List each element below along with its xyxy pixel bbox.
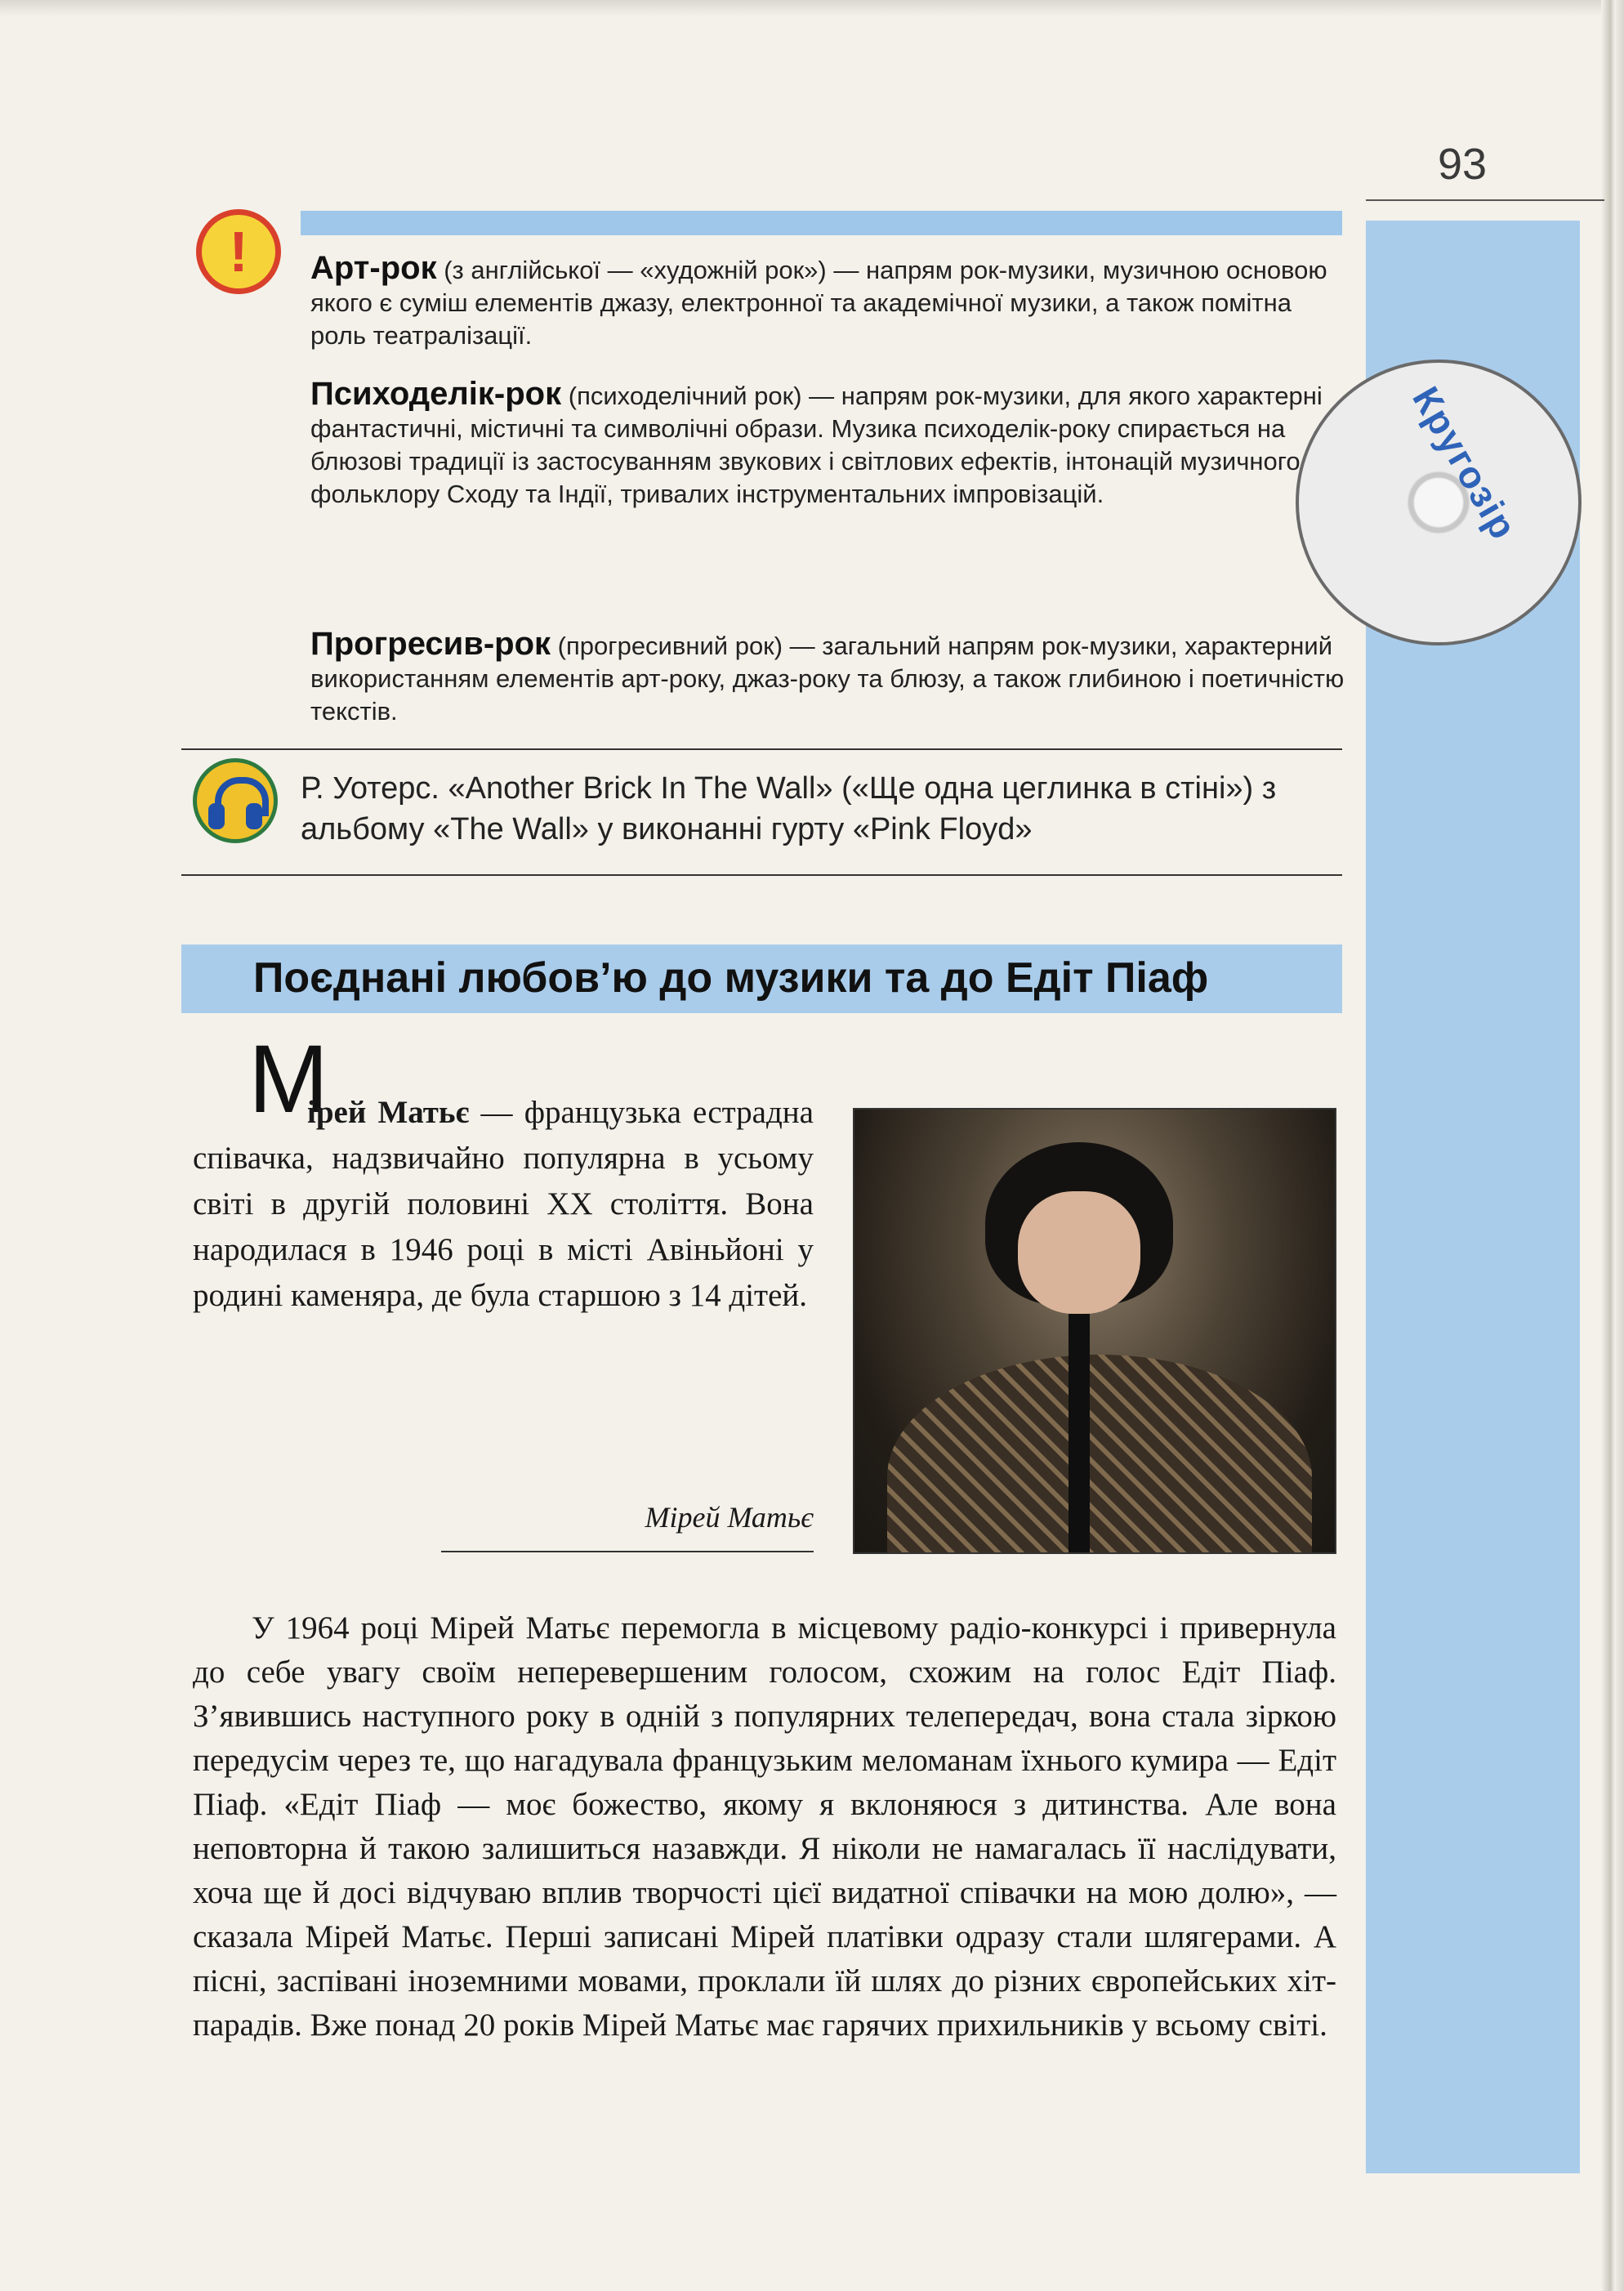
definition-text: (прогресивний рок) — загальний напрям рок-музики, характерний використанням елементів арт-року, джаз-року та блюзу, а також глибиною і поетичністю текстів. xyxy=(310,632,1345,726)
definition-term: Арт-рок xyxy=(310,250,437,286)
page-number: 93 xyxy=(1438,140,1488,189)
drop-cap: М xyxy=(248,1025,329,1133)
article-body-paragraph: У 1964 році Мірей Матьє перемогла в місцевому радіо-конкурсі і привернула до себе увагу своїм неперевершеним голосом, схожим на голос Едіт Піаф. З’явившись наступного року в одній з популярних телепередач, вона стала зіркою передусім через те, що нагадувала французьким меломанам їхнього кумира — Едіт Піаф. «Едіт Піаф — моє божество, якому я вклоняюся з дитинства. Але вона неповторна й такою залишиться назавжди. Я ніколи не намагалась її наслідувати, хоча ще й досі відчуваю вплив творчості цієї видатної співачки на мою долю», — сказала Мірей Матьє. Перші записані Мірей платівки одразу стали шлягерами. А пісні, заспівані іноземними мовами, проклали їй шлях до різних європейських хіт-парадів. Вже понад 20 років Мірей Матьє має гарячих прихильників у всьому світі. xyxy=(193,1610,1336,2043)
definition-term: Психоделік-рок xyxy=(310,376,562,412)
exclamation-icon: ! xyxy=(196,209,281,294)
definition-term: Прогресив-рок xyxy=(310,626,551,662)
headphones-right-ear xyxy=(246,803,262,829)
intro-lead-name: ірей Матьє xyxy=(307,1095,470,1130)
definition-text: (з англійської — «художній рок») — напрям рок-музики, музичною основою якого є суміш елементів джазу, електронної та академічної музики, а також помітна роль театралізації. xyxy=(310,256,1327,350)
definition-progressive-rock xyxy=(310,627,1348,728)
caption-rule xyxy=(441,1551,814,1552)
divider xyxy=(181,748,1342,750)
page-top-shadow xyxy=(0,0,1624,16)
photo-dress xyxy=(887,1355,1312,1554)
singer-photo xyxy=(853,1108,1336,1554)
definition-text: (психоделічний рок) — напрям рок-музики, для якого характерні фантастичні, містичні та символічні образи. Музика психоделік-року спирається на блюзові традиції із застосуванням звукових і світлових ефектів, інтонацій музичного фольклору Сходу та Індії, тривалих інструментальних імпровізацій. xyxy=(310,382,1323,508)
headphones-left-ear xyxy=(208,803,225,829)
photo-caption: Мірей Матьє xyxy=(645,1501,814,1534)
definitions-header-bar xyxy=(301,211,1342,235)
headphones-icon xyxy=(193,758,278,843)
listening-assignment: Р. Уотерс. «Another Brick In The Wall» («Ще одна цеглинка в стіні») з альбому «The Wall» у виконанні гурту «Pink Floyd» xyxy=(301,771,1277,846)
definition-psychedelic-rock xyxy=(310,377,1348,511)
definition-art-rock xyxy=(310,252,1348,352)
divider xyxy=(181,874,1342,876)
intro-text: — французька естрадна співачка, надзвичайно популярна в усьому світі в другій половині XX століття. Вона народилася в 1946 році в місті Авіньйоні у родині каменяра, де була старшою з 14 дітей. xyxy=(193,1095,814,1313)
intro-paragraph xyxy=(193,1090,814,1319)
section-title: Поєднані любов’ю до музики та до Едіт Піаф xyxy=(253,954,1209,1002)
page-binding-edge xyxy=(1601,0,1624,2291)
cd-label: Кругозір xyxy=(1404,379,1526,547)
photo-face xyxy=(1018,1191,1140,1314)
photo-microphone xyxy=(1069,1314,1090,1554)
page-number-rule xyxy=(1366,199,1604,201)
